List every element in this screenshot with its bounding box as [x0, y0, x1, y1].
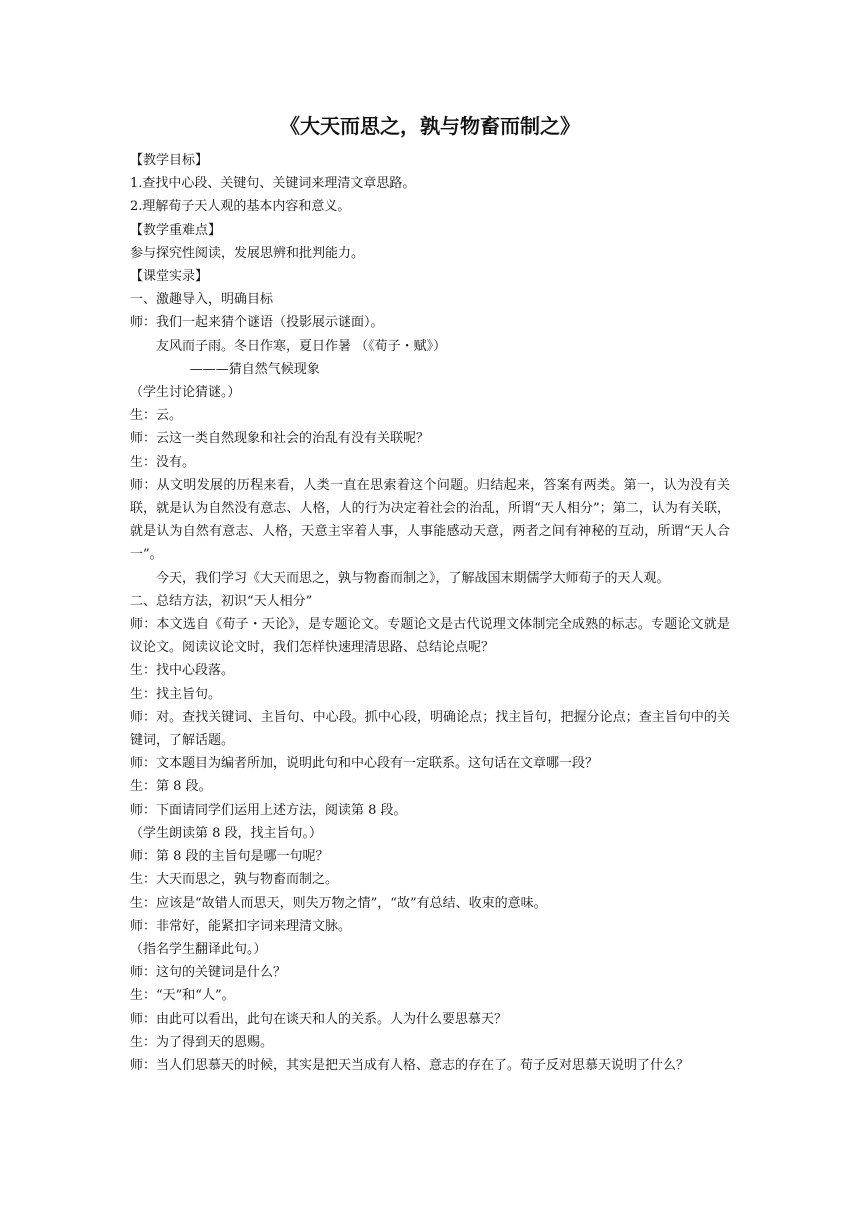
section-heading-key-points: 【教学重难点】 — [130, 222, 222, 238]
dialogue-paragraph: 师：当人们思慕天的时候，其实是把天当成有人格、意志的存在了。荀子反对思慕天说明了什么？ — [130, 1057, 690, 1073]
dialogue-line: 生：没有。 — [130, 454, 196, 470]
subsection-heading: 一、激趣导入，明确目标 — [130, 292, 274, 308]
objective-item: 1.查找中心段、关键句、关键词来理清文章思路。 — [130, 176, 416, 192]
dialogue-paragraph: 师：从文明发展的历程来看，人类一直在思索着这个问题。归结起来，答案有两类。第一，认为没有关联，就是认为自然没有意志、人格，人的行为决定着社会的治乱，所谓“天人相分”；第二，认为有关联，就是认为自然有意志、人格，天意主宰着人事，人事能感动天意，两者之间有神秘的互动，所谓“天人合一”。 — [130, 477, 730, 563]
dialogue-paragraph: 师：本文选自《荀子・天论》，是专题论文。专题论文是古代说理文体制完全成熟的标志。专题论文就是议论文。阅读议论文时，我们怎样快速理清思路、总结论点呢？ — [130, 617, 730, 656]
dialogue-line: 生：应该是“故错人而思天，则失万物之情”，“故”有总结、收束的意味。 — [130, 895, 547, 911]
section-heading-classroom-record: 【课堂实录】 — [130, 269, 209, 285]
subsection-heading: 二、总结方法，初识“天人相分” — [130, 593, 313, 609]
dialogue-line: 生：第 8 段。 — [130, 779, 212, 795]
dialogue-line: 生：大天而思之，孰与物畜而制之。 — [130, 872, 339, 888]
dialogue-line: 生：找主旨句。 — [130, 686, 222, 702]
dialogue-line: 生：云。 — [130, 408, 183, 424]
document-title: 《大天而思之，孰与物畜而制之》 — [280, 114, 580, 138]
section-heading-objectives: 【教学目标】 — [130, 153, 209, 168]
dialogue-line: 师：文本题目为编者所加，说明此句和中心段有一定联系。这句话在文章哪一段？ — [130, 756, 599, 772]
dialogue-line: 师：下面请同学们运用上述方法，阅读第 8 段。 — [130, 802, 407, 818]
dialogue-line: 师：由此可以看出，此句在谈天和人的关系。人为什么要思慕天？ — [130, 1011, 508, 1027]
dialogue-paragraph: 师：对。查找关键词、主旨句、中心段。抓中心段，明确论点；找主旨句，把握分论点；查主旨句中的关键词，了解话题。 — [130, 709, 730, 749]
dialogue-line: 师：云这一类自然现象和社会的治乱有没有关联呢？ — [130, 431, 430, 447]
riddle-text: 友风而子雨。冬日作寒，夏日作暑 （《荀子・赋》） — [156, 338, 447, 354]
dialogue-line: 生：“天”和“人”。 — [130, 988, 235, 1004]
dialogue-line: 师：我们一起来猜个谜语（投影展示谜面）。 — [130, 315, 384, 331]
key-points-text: 参与探究性阅读，发展思辨和批判能力。 — [130, 245, 365, 261]
stage-direction: （学生讨论猜谜。） — [130, 385, 241, 401]
dialogue-line: 生：找中心段落。 — [130, 663, 235, 679]
objective-item: 2.理解荀子天人观的基本内容和意义。 — [130, 199, 351, 215]
dialogue-paragraph: 今天，我们学习《大天而思之，孰与物畜而制之》，了解战国末期儒学大师荀子的天人观。 — [156, 570, 670, 586]
dialogue-line: 师：第 8 段的主旨句是哪一句呢？ — [130, 849, 329, 865]
dialogue-line: 生：为了得到天的恩赐。 — [130, 1034, 274, 1050]
riddle-hint: ———猜自然气候现象 — [189, 361, 320, 377]
document-body — [130, 149, 730, 1077]
dialogue-line: 师：非常好，能紧扣字词来理清文脉。 — [130, 918, 352, 934]
dialogue-line: 师：这句的关键词是什么？ — [130, 965, 287, 981]
stage-direction: （学生朗读第 8 段，找主旨句。） — [130, 825, 323, 841]
stage-direction: （指名学生翻译此句。） — [130, 941, 267, 957]
